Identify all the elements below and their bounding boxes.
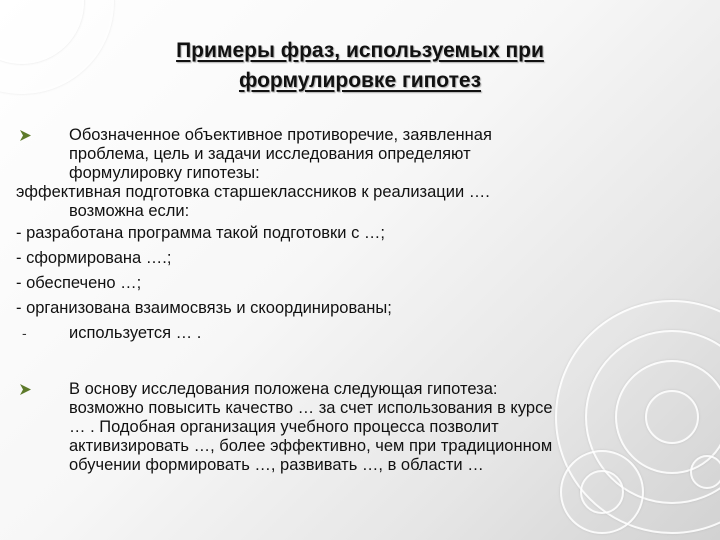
block2-line-5: обучении формировать …, развивать …, в области … xyxy=(69,456,484,474)
title-line-1: Примеры фраз, используемых при xyxy=(176,39,544,62)
dash-bullet: - xyxy=(22,325,27,341)
block1-line-3: формулировку гипотезы: xyxy=(69,164,260,182)
list-item-3: - обеспечено …; xyxy=(16,274,142,292)
bullet-item-1 xyxy=(16,126,706,145)
slide-body xyxy=(16,126,706,475)
block2-line-1: В основу исследования положена следующая гипотеза: xyxy=(69,380,498,398)
list-item-5 xyxy=(16,321,706,346)
bullet-item-2 xyxy=(16,380,706,399)
block1-line-1: Обозначенное объективное противоречие, заявленная xyxy=(69,126,492,144)
block2-line-2: возможно повысить качество … за счет использования в курсе xyxy=(69,399,553,417)
slide-title xyxy=(60,36,660,96)
arrow-bullet-icon xyxy=(20,130,31,141)
block2-line-3: … . Подобная организация учебного процесса позволит xyxy=(69,418,499,436)
block2-line-4: активизировать …, более эффективно, чем при традиционном xyxy=(69,437,553,455)
title-line-2: формулировке гипотез xyxy=(238,69,482,92)
arrow-bullet-icon xyxy=(20,384,31,395)
block1-line-2: проблема, цель и задачи исследования определяют xyxy=(69,145,471,163)
list-item-5-text: используется … . xyxy=(69,324,202,342)
block1-line-4: эффективная подготовка старшеклассников к реализации …. xyxy=(16,183,490,201)
list-item-1: - разработана программа такой подготовки с …; xyxy=(16,224,385,242)
list-item-2: - сформирована ….; xyxy=(16,249,172,267)
block1-line-5: возможна если: xyxy=(69,202,190,220)
list-item-4: - организована взаимосвязь и скоординированы; xyxy=(16,299,392,317)
